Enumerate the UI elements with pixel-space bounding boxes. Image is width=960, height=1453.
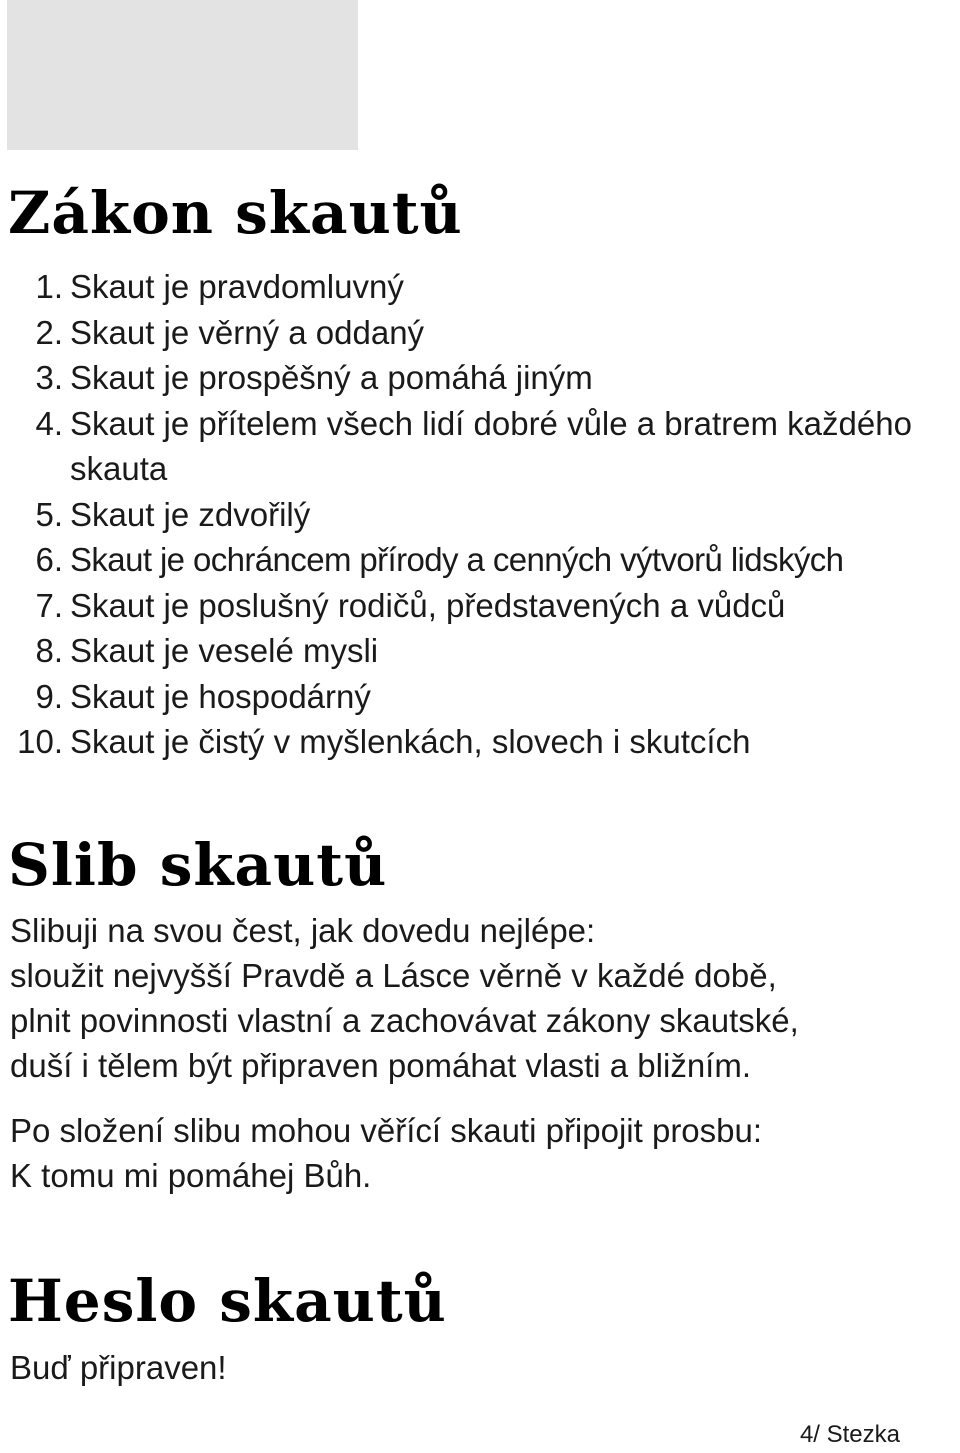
law-item: [0, 674, 960, 720]
law-item-number: 7.: [35, 586, 63, 624]
law-item: [0, 401, 954, 492]
law-item-text: Skaut je ochráncem přírody a cenných výtvorů lidských: [70, 541, 844, 578]
afterword-line: K tomu mi pomáhej Bůh.: [10, 1157, 372, 1194]
law-item-text: Skaut je pravdomluvný: [70, 268, 404, 305]
law-heading: Zákon skautů: [8, 179, 463, 247]
law-item-number: 10.: [17, 723, 63, 760]
law-item: [0, 310, 960, 356]
law-item-number: 9.: [35, 677, 63, 715]
law-item: [0, 492, 960, 538]
law-item-number: 8.: [35, 632, 63, 669]
promise-line: Slibuji na svou čest, jak dovedu nejlépe:: [10, 912, 596, 949]
law-item-text: Skaut je prospěšný a pomáhá jiným: [70, 359, 593, 396]
law-item: [0, 583, 960, 629]
law-item-text: Skaut je věrný a oddaný: [70, 313, 425, 351]
law-item: [0, 264, 960, 310]
promise-line: plnit povinnosti vlastní a zachovávat zákony skautské,: [10, 1002, 799, 1039]
law-item: [0, 719, 960, 765]
law-item-text: Skaut je veselé mysli: [70, 632, 379, 669]
promise-line: sloužit nejvyšší Pravdě a Lásce věrně v každé době,: [10, 957, 777, 994]
law-item-number: 2.: [35, 313, 63, 351]
law-item-text: Skaut je hospodárný: [70, 677, 371, 715]
image-placeholder: [7, 0, 358, 150]
motto-text: Buď připraven!: [10, 1349, 227, 1386]
promise-text: [10, 908, 799, 1088]
promise-afterword: [10, 1108, 762, 1198]
law-item-number: 5.: [35, 495, 63, 533]
page-footer: 4/ Stezka: [799, 1421, 900, 1448]
law-item-text: Skaut je přítelem všech lidí dobré vůle a bratrem každého skauta: [70, 404, 912, 487]
motto-heading: Heslo skautů: [8, 1267, 447, 1335]
law-item: [0, 628, 960, 674]
promise-line: duší i tělem být připraven pomáhat vlasti a bližním.: [10, 1047, 752, 1084]
law-item-text: Skaut je čistý v myšlenkách, slovech i skutcích: [70, 723, 751, 760]
law-item: [0, 355, 960, 401]
law-item-number: 4.: [35, 404, 63, 442]
afterword-line: Po složení slibu mohou věřící skauti připojit prosbu:: [10, 1112, 763, 1149]
law-item-text: Skaut je zdvořilý: [70, 495, 311, 533]
law-item-number: 6.: [35, 541, 63, 578]
law-list: [0, 264, 960, 765]
law-item-number: 1.: [35, 268, 63, 305]
promise-heading: Slib skautů: [8, 831, 388, 899]
law-item-text: Skaut je poslušný rodičů, představených a vůdců: [70, 586, 786, 624]
law-item-number: 3.: [35, 359, 63, 396]
law-item: [0, 537, 960, 583]
